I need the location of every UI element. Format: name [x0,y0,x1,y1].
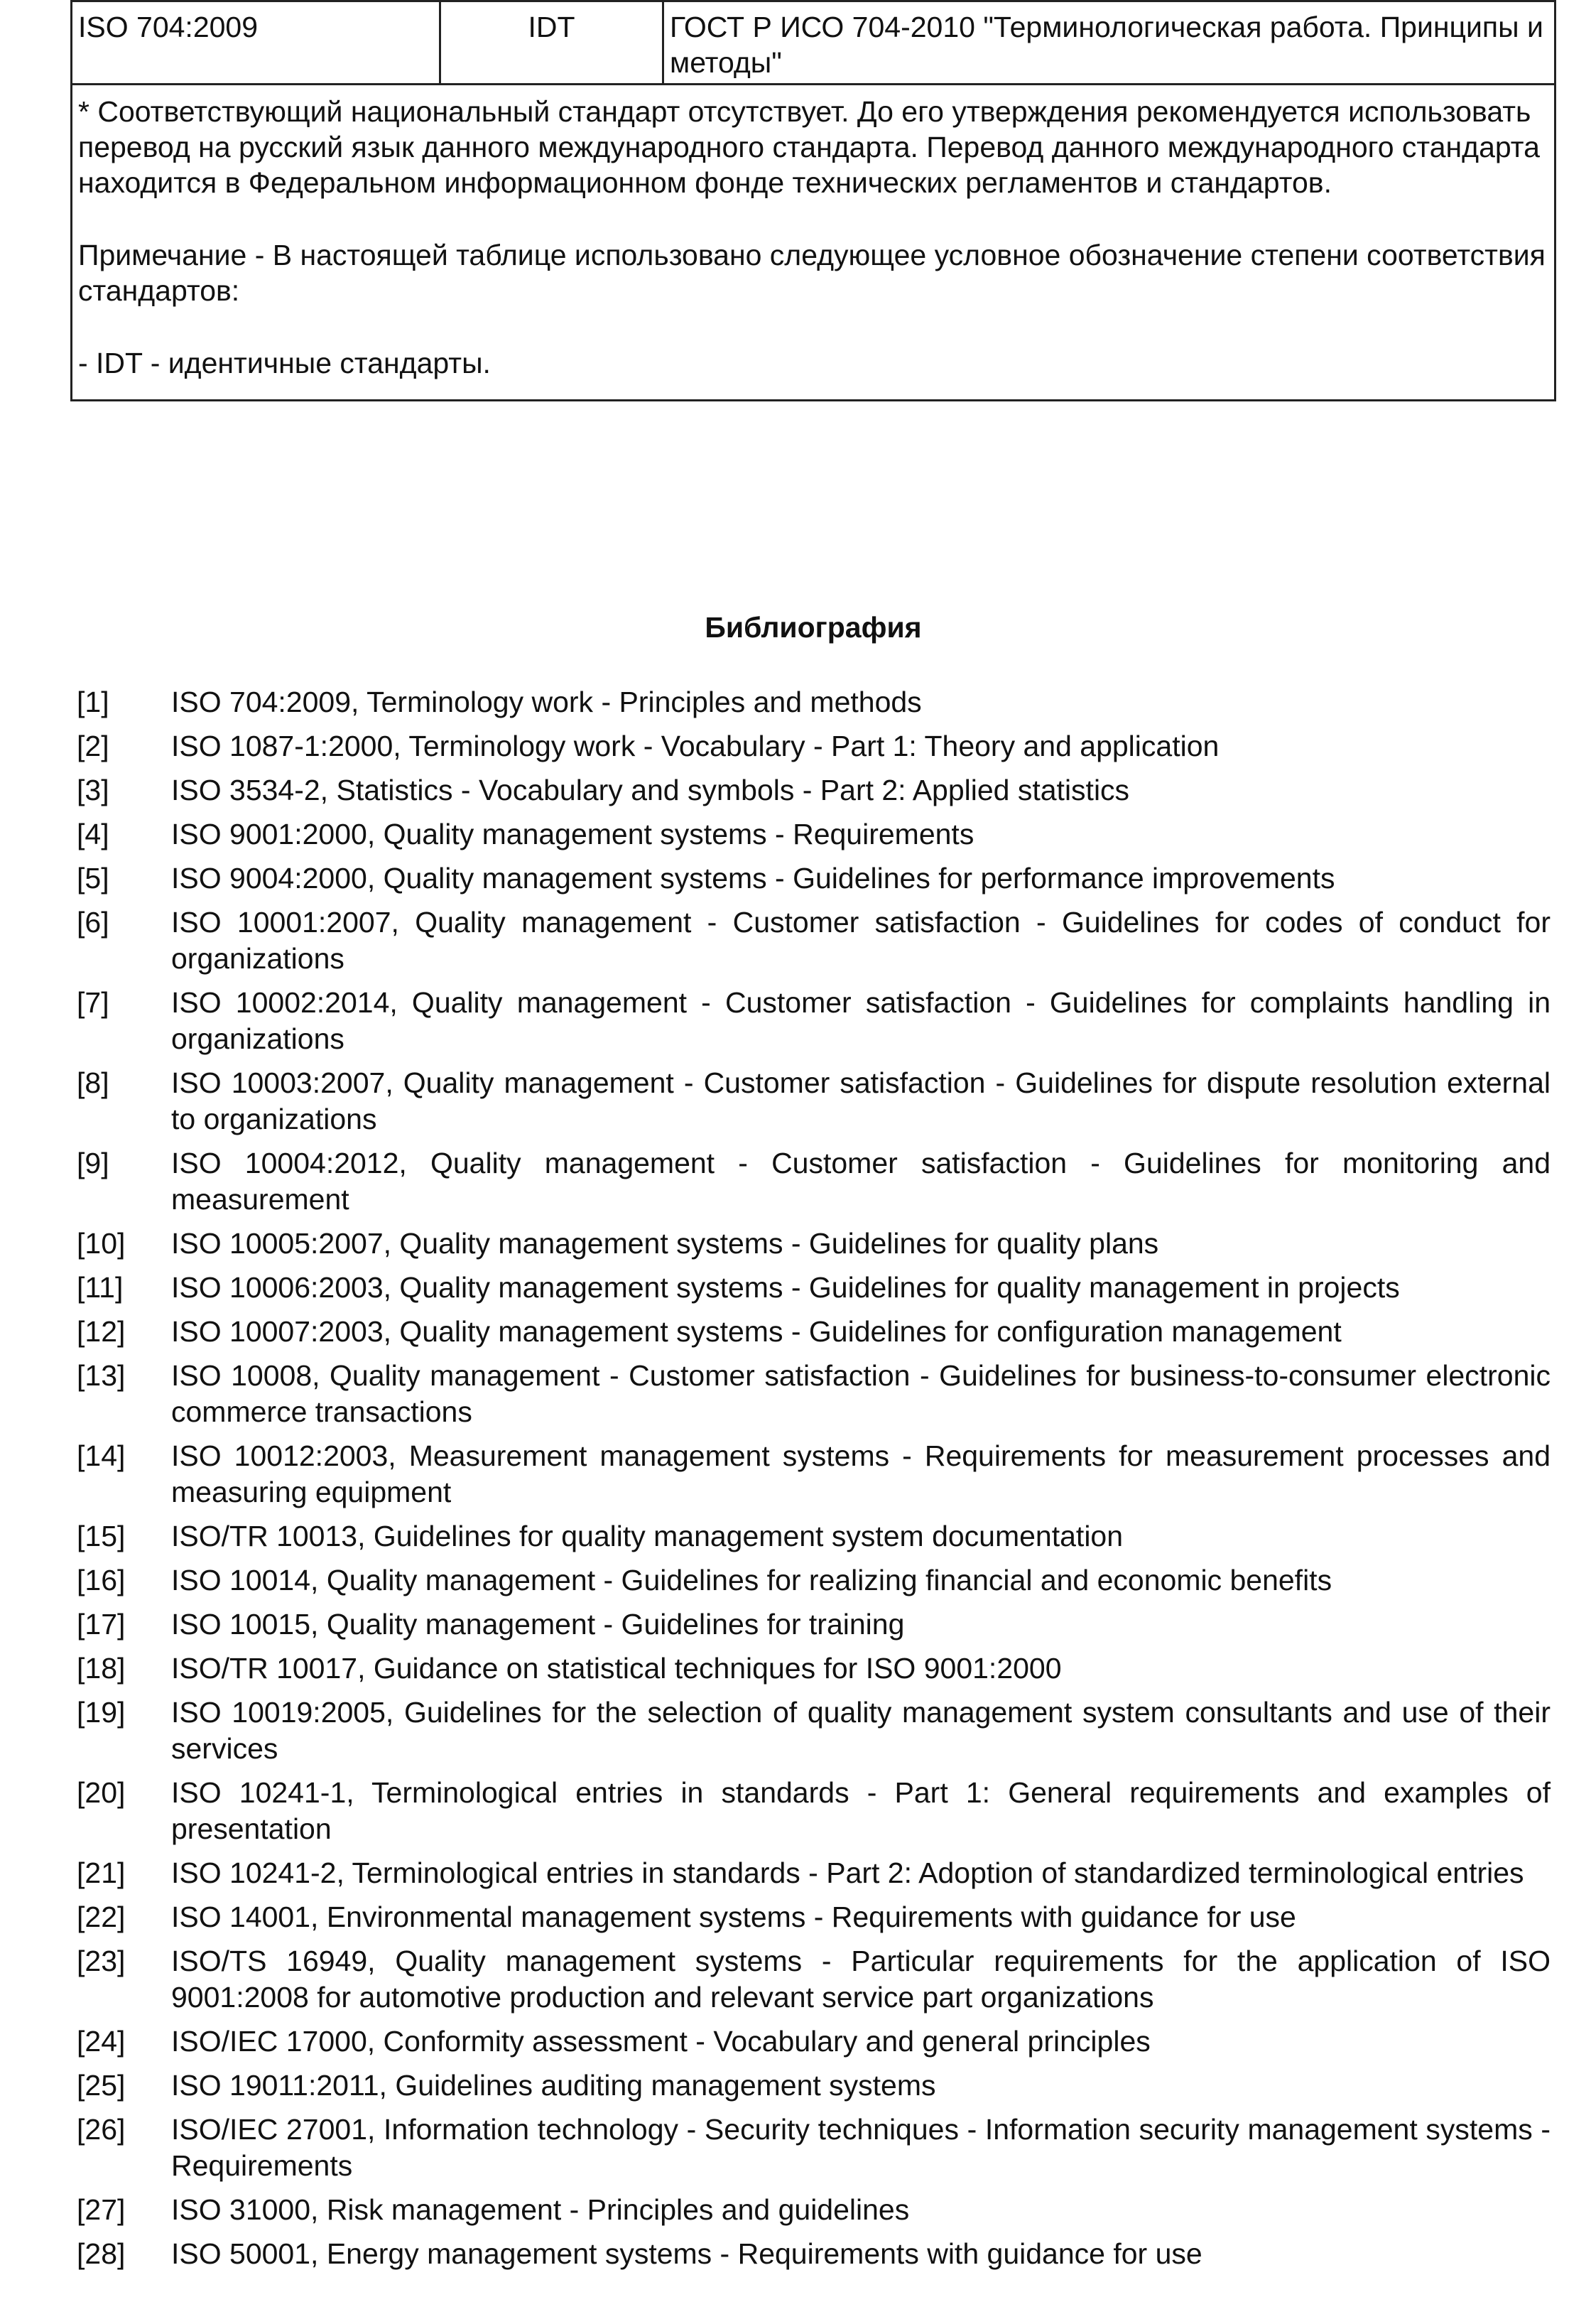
bibliography-item-text: ISO 9004:2000, Quality management systems - Guidelines for performance improvements [171,862,1335,895]
bibliography-item-number: [20] [77,1776,126,1809]
bibliography-item [77,2236,1551,2272]
table-notes-row [72,85,1555,401]
bibliography-item-number: [13] [77,1359,126,1392]
bibliography-item [77,816,1551,853]
bibliography-item-text: ISO/IEC 17000, Conformity assessment - Vocabulary and general principles [171,2025,1151,2058]
bibliography-title: Библиография [705,611,922,644]
bibliography-item-text: ISO 10004:2012, Quality management - Customer satisfaction - Guidelines for monitoring and measurement [171,1147,1551,1216]
bibliography-item-text: ISO 10007:2003, Quality management systems - Guidelines for configuration management [171,1315,1342,1348]
bibliography-item-number: [28] [77,2237,126,2270]
table-row [72,1,1555,85]
bibliography-item [77,1065,1551,1137]
bibliography-item-text: ISO 10019:2005, Guidelines for the selection of quality management system consultants and use of their services [171,1696,1551,1765]
degree-of-correspondence-cell: IDT [440,1,663,85]
bibliography-item [77,904,1551,977]
bibliography-item [77,985,1551,1057]
national-standard-cell: ГОСТ Р ИСО 704-2010 "Терминологическая работа. Принципы и методы" [663,1,1555,85]
bibliography-item [77,1562,1551,1599]
bibliography-item [77,1650,1551,1687]
bibliography-item [77,1899,1551,1935]
bibliography-item-number: [7] [77,986,109,1019]
bibliography-item [77,728,1551,764]
bibliography-item-number: [1] [77,686,109,718]
bibliography-item [77,860,1551,897]
bibliography-item-number: [5] [77,862,109,895]
bibliography-item-number: [27] [77,2193,126,2226]
bibliography-item-text: ISO 9001:2000, Quality management systems - Requirements [171,818,974,850]
bibliography-item [77,2112,1551,2184]
bibliography-item [77,1358,1551,1430]
bibliography-item-number: [11] [77,1271,124,1304]
bibliography-item [77,1775,1551,1847]
bibliography-list [77,684,1551,2280]
bibliography-item-number: [17] [77,1608,126,1641]
bibliography-item-number: [26] [77,2113,126,2146]
table-footnote: * Соответствующий национальный стандарт отсутствует. До его утверждения рекомендуется использовать перевод на русский язык данного международного стандарта. Перевод данного международного стандарта находится в Федеральном информационном фонде технических регламентов и стандартов. [78,95,1540,199]
bibliography-item-text: ISO 14001, Environmental management systems - Requirements with guidance for use [171,1901,1296,1933]
bibliography-item-number: [4] [77,818,109,850]
bibliography-item [77,2068,1551,2104]
bibliography-item-number: [23] [77,1945,126,1977]
bibliography-item-text: ISO/TR 10013, Guidelines for quality management system documentation [171,1520,1124,1552]
bibliography-item-number: [21] [77,1857,126,1889]
bibliography-item-text: ISO 10002:2014, Quality management - Customer satisfaction - Guidelines for complaints handling in organizations [171,986,1551,1055]
bibliography-item [77,1314,1551,1350]
bibliography-item-text: ISO 10241-1, Terminological entries in standards - Part 1: General requirements and examples of presentation [171,1776,1551,1845]
bibliography-item-number: [3] [77,774,109,806]
bibliography-item-number: [24] [77,2025,126,2058]
bibliography-item [77,1695,1551,1767]
bibliography-item-text: ISO 1087-1:2000, Terminology work - Vocabulary - Part 1: Theory and application [171,730,1220,762]
table-note: Примечание - В настоящей таблице использовано следующее условное обозначение степени соответствия стандартов: [78,239,1546,307]
bibliography-item [77,1145,1551,1218]
bibliography-item [77,1855,1551,1891]
bibliography-item-number: [16] [77,1564,126,1596]
bibliography-item [77,1943,1551,2016]
bibliography-item-text: ISO 19011:2011, Guidelines auditing management systems [171,2069,936,2102]
bibliography-item-text: ISO/TS 16949, Quality management systems - Particular requirements for the application of ISO 9001:2008 for automotive production and relevant service part organizations [171,1945,1551,2014]
bibliography-item-text: ISO 10001:2007, Quality management - Customer satisfaction - Guidelines for codes of conduct for organizations [171,906,1551,975]
bibliography-item-text: ISO/IEC 27001, Information technology - Security techniques - Information security management systems - Requirements [171,2113,1551,2182]
table-notes-cell [72,85,1555,401]
bibliography-item-text: ISO 10005:2007, Quality management systems - Guidelines for quality plans [171,1227,1159,1260]
bibliography-item-text: ISO 10006:2003, Quality management systems - Guidelines for quality management in projects [171,1271,1400,1304]
table-note-item: - IDT - идентичные стандарты. [78,347,491,379]
bibliography-item-number: [6] [77,906,109,939]
bibliography-item [77,1438,1551,1510]
bibliography-item-text: ISO 10015, Quality management - Guidelines for training [171,1608,905,1641]
bibliography-item [77,1226,1551,1262]
bibliography-item-text: ISO 704:2009, Terminology work - Principles and methods [171,686,922,718]
bibliography-item-number: [14] [77,1439,126,1472]
bibliography-item-text: ISO 10014, Quality management - Guidelines for realizing financial and economic benefits [171,1564,1332,1596]
bibliography-item-number: [25] [77,2069,126,2102]
bibliography-item [77,1518,1551,1555]
bibliography-item-text: ISO 10241-2, Terminological entries in standards - Part 2: Adoption of standardized terminological entries [171,1857,1524,1889]
bibliography-item-number: [12] [77,1315,126,1348]
bibliography-item-number: [8] [77,1066,109,1099]
bibliography-item-text: ISO 10012:2003, Measurement management systems - Requirements for measurement processes and measuring equipment [171,1439,1551,1508]
bibliography-item-number: [10] [77,1227,126,1260]
bibliography-item [77,684,1551,720]
international-standard-cell: ISO 704:2009 [72,1,440,85]
bibliography-item-number: [15] [77,1520,126,1552]
bibliography-item-text: ISO 3534-2, Statistics - Vocabulary and symbols - Part 2: Applied statistics [171,774,1130,806]
bibliography-item-text: ISO/TR 10017, Guidance on statistical techniques for ISO 9001:2000 [171,1652,1062,1685]
bibliography-item-number: [19] [77,1696,126,1729]
standards-correspondence-table [70,0,1556,401]
bibliography-item-text: ISO 10003:2007, Quality management - Customer satisfaction - Guidelines for dispute resolution external to organizations [171,1066,1551,1135]
bibliography-item-number: [9] [77,1147,109,1179]
bibliography-item-text: ISO 10008, Quality management - Customer satisfaction - Guidelines for business-to-consumer electronic commerce transactions [171,1359,1551,1428]
bibliography-item [77,2192,1551,2228]
bibliography-item [77,1606,1551,1643]
bibliography-item-number: [2] [77,730,109,762]
bibliography-item-text: ISO 31000, Risk management - Principles and guidelines [171,2193,910,2226]
bibliography-item [77,2023,1551,2060]
bibliography-item-number: [22] [77,1901,126,1933]
bibliography-item [77,1270,1551,1306]
bibliography-item [77,772,1551,809]
bibliography-item-text: ISO 50001, Energy management systems - Requirements with guidance for use [171,2237,1202,2270]
bibliography-item-number: [18] [77,1652,126,1685]
